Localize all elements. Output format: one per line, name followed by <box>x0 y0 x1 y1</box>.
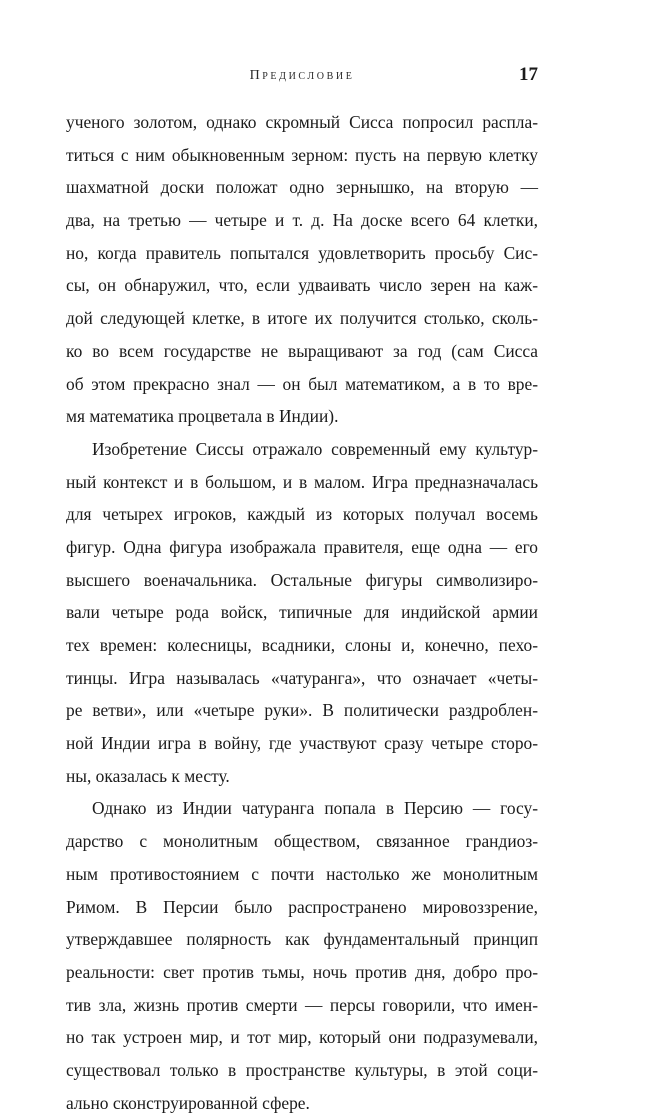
paragraph <box>66 792 538 1119</box>
text-line: вали четыре рода войск, типичные для индийской армии <box>66 602 538 623</box>
text-line: высшего военачальника. Остальные фигуры символизиро- <box>66 569 538 590</box>
text-line: ным противостоянием с почти настолько же монолитным <box>66 863 538 884</box>
text-line: для четырех игроков, каждый из которых получал восемь <box>66 504 538 525</box>
text-line: реальности: свет против тьмы, ночь против дня, добро про- <box>66 961 538 982</box>
text-line: титься с ним обыкновенным зерном: пусть на первую клетку <box>66 144 538 165</box>
text-line: тинцы. Игра называлась «чатуранга», что означает «четы- <box>66 667 538 688</box>
text-line: мя математика процветала в Индии). <box>66 406 339 427</box>
text-line: ре ветви», или «четыре руки». В политически раздроблен- <box>66 700 538 721</box>
text-line: дой следующей клетке, в итоге их получится столько, сколь- <box>66 308 538 329</box>
text-line: но, когда правитель попытался удовлетворить просьбу Сис- <box>66 242 538 263</box>
text-line: два, на третью — четыре и т. д. На доске всего 64 клетки, <box>66 210 538 231</box>
text-line: ально сконструированной сфере. <box>66 1092 310 1113</box>
paragraph <box>66 433 538 793</box>
text-line: ный контекст и в большом, и в малом. Игра предназначалась <box>66 471 538 492</box>
text-line: тех времен: колесницы, всадники, слоны и, конечно, пехо- <box>66 635 538 655</box>
page-number: 17 <box>519 64 538 85</box>
text-line: Однако из Индии чатуранга попала в Персию — госу- <box>92 798 538 819</box>
running-head <box>66 64 538 90</box>
text-line: шахматной доски положат одно зернышко, на вторую — <box>66 177 538 198</box>
text-line: сы, он обнаружил, что, если удваивать число зерен на каж- <box>66 275 538 296</box>
body-text <box>66 106 538 1119</box>
text-line: но так устроен мир, и тот мир, который они подразумевали, <box>66 1027 538 1048</box>
text-line: существовал только в пространстве культуры, в этой соци- <box>66 1059 538 1080</box>
text-line: утверждавшее полярность как фундаментальный принцип <box>66 929 538 950</box>
text-line: дарство с монолитным обществом, связанное грандиоз- <box>66 831 538 852</box>
text-line: ученого золотом, однако скромный Сисса попросил распла- <box>66 112 538 132</box>
text-line: ко во всем государстве не выращивают за год (сам Сисса <box>66 340 538 361</box>
text-line: об этом прекрасно знал — он был математиком, а в то вре- <box>66 373 538 394</box>
text-line: ны, оказалась к месту. <box>66 765 230 786</box>
text-line: ной Индии игра в войну, где участвуют сразу четыре сторо- <box>66 733 538 754</box>
text-line: фигур. Одна фигура изображала правителя, еще одна — его <box>66 536 538 557</box>
text-line: Римом. В Персии было распространено мировоззрение, <box>66 896 538 917</box>
text-line: тив зла, жизнь против смерти — персы говорили, что имен- <box>66 994 538 1015</box>
text-line: Изобретение Сиссы отражало современный ему культур- <box>92 438 538 459</box>
paragraph <box>66 106 538 433</box>
running-title: Предисловие <box>249 68 355 83</box>
